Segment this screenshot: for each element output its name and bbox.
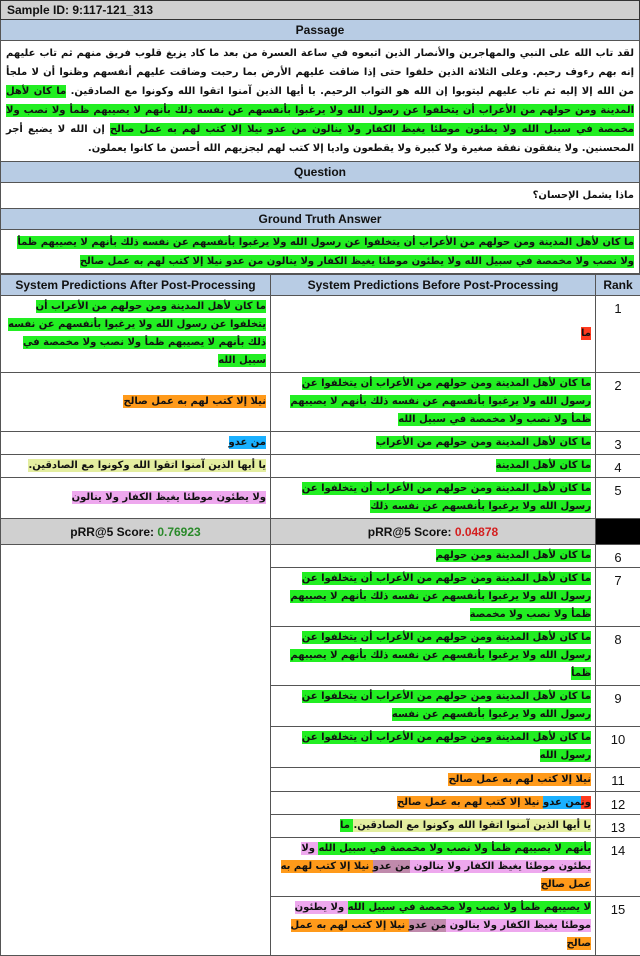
rank-number: 1 [596,296,640,373]
highlight-segment-green: ما كان لأهل المدينة ومن حولهم من الأعراب أن يتخلفوا عن رسول الله ولا يرغبوا بأنفسهم عن نفسه ذلك بأنهم لا يصيبهم ظمأ ولا نصب ولا مخمصة [290,572,591,621]
before-prediction [271,478,596,519]
highlight-segment-none: لقد تاب الله على النبي والمهاجرين والأنصار الذين اتبعوه في ساعة العسرة من بعد ما كاد يزيغ قلوب فريق منهم ثم تاب عليهم إنه بهم رءوف رحيم. وعلى الثلاثة الذين خلفوا حتى إذا ضاقت عليهم الأرض بما رحبت وضاقت عليهم أنفسهم وظنوا أن لا ملجأ من الله إلا إليه ثم تاب عليهم ليتوبوا إن الله هو التواب الرحيم. يا أيها الذين آمنوا اتقوا الله وكونوا مع الصادقين. [6,47,634,98]
answer-text [0,230,640,274]
highlight-segment-yellow: يا أيها الذين آمنوا اتقوا الله وكونوا مع الصادقين. [353,819,591,832]
after-prediction [1,296,271,373]
highlight-segment-red: ما [581,327,591,340]
rank-number: 2 [596,373,640,432]
after-score [1,519,271,545]
rank-number: 14 [596,838,640,897]
highlight-segment-yellow: يا أيها الذين آمنوا اتقوا الله وكونوا مع الصادقين. [28,459,266,472]
rank-number: 15 [596,897,640,956]
highlight-segment-green: ما كان لأهل المدينة ومن حولهم من الأعراب أن يتخلفوا عن رسول الله ولا يرغبوا بأنفسهم عن نفسه [302,690,591,721]
highlight-segment-green: ما كان لأهل المدينة ومن حولهم من الأعراب أن يتخلفوا عن رسول الله ولا يرغبوا بأنفسهم عن نفسه ذلك بأنهم لا يصيبهم ظمأ ولا نصب ولا مخمصة في سبيل الله [8,300,266,367]
before-prediction [271,792,596,815]
table-row [1,296,640,373]
after-prediction [1,478,271,519]
highlight-segment-orange: نيلا إلا كتب لهم به عمل صالح [123,395,266,408]
before-prediction [271,627,596,686]
after-prediction [1,455,271,478]
highlight-segment-blue: من عدو [229,436,267,449]
sample-id-title: Sample ID: 9:117-121_313 [0,0,640,20]
highlight-segment-orange: نيلا إلا كتب لهم به عمل صالح [448,773,591,786]
rank-header: Rank [596,275,640,296]
before-prediction [271,897,596,956]
question-text: ماذا يشمل الإحسان؟ [0,183,640,209]
highlight-segment-green: ما كان لأهل المدينة ومن حولهم من الأعراب [376,436,591,449]
highlight-segment-orange: نيلا إلا كتب لهم به عمل صالح [397,796,543,809]
after-empty-cell [1,545,271,956]
highlight-segment-mauve: من عدو [409,919,447,932]
after-prediction [1,373,271,432]
table-row [1,455,640,478]
highlight-segment-green: ما كان لأهل المدينة ومن حولهم [436,549,591,562]
highlight-segment-green: ما كان لأهل المدينة ومن حولهم من الأعراب أن يتخلفوا عن رسول الله ولا يرغبوا بأنفسهم عن نفسه ذلك بأنهم لا يصيبهم ظمأ ولا نصب ولا مخمصة في سبيل الله ولا يطئون موطئا يغيظ الكفار ولا ينالون من عدو نيلا إلا كتب لهم به عمل صالح [17,236,634,268]
question-header: Question [0,162,640,183]
highlight-segment-pink: ولا يطئون موطئا يغيظ الكفار ولا ينالون [301,842,591,873]
highlight-segment-green: ما كان لأهل المدينة [496,459,591,472]
highlight-segment-green: ما كان لأهل المدينة ومن حولهم من الأعراب أن يتخلفوا عن رسول الله [302,731,591,762]
table-row [1,545,640,568]
after-header: System Predictions After Post-Processing [1,275,271,296]
rank-number: 12 [596,792,640,815]
before-prediction [271,432,596,455]
passage-text [0,41,640,162]
rank-number: 7 [596,568,640,627]
highlight-segment-green: بأنهم لا يصيبهم ظمأ ولا نصب ولا مخمصة في سبيل الله [318,842,591,855]
before-prediction [271,815,596,838]
before-prediction [271,838,596,897]
highlight-segment-mauve: من عدو [373,860,411,873]
rank-number: 13 [596,815,640,838]
rank-number: 4 [596,455,640,478]
before-header: System Predictions Before Post-Processing [271,275,596,296]
predictions-table [0,274,640,956]
highlight-segment-orange: نيلا إلا كتب لهم به عمل صالح [291,919,592,950]
rank-number: 9 [596,686,640,727]
table-row [1,373,640,432]
score-value: 0.76923 [157,525,200,539]
highlight-segment-green: ما كان لأهل المدينة ومن حولهم من الأعراب أن يتخلفوا عن رسول الله ولا يرغبوا بأنفسهم عن نفسه ذلك بأنهم لا يصيبهم ظمأ ولا نصب ولا مخمصة في سبيل الله ولا يطئون موطئا يغيظ الكفار ولا ينالون من عدو نيلا إلا كتب لهم به عمل صالح [6,85,634,136]
highlight-segment-green: لا يصيبهم ظمأ ولا نصب ولا مخمصة في سبيل الله [348,901,591,914]
highlight-segment-pink: ولا يطئون موطئا يغيظ الكفار ولا ينالون [295,901,591,932]
highlight-segment-blue: من عدو [543,796,581,809]
before-prediction [271,768,596,792]
highlight-segment-none: إن الله لا يضيع أجر المحسنين. ولا ينفقون نفقة صغيرة ولا كبيرة ولا يقطعون واديا إلا كتب لهم ليجزيهم الله أحسن ما كانوا يعملون. [6,123,634,155]
highlight-segment-green: ما كان لأهل المدينة ومن حولهم من الأعراب أن يتخلفوا عن رسول الله ولا يرغبوا بأنفسهم عن نفسه ذلك [302,482,591,513]
rank-number: 5 [596,478,640,519]
rank-number: 6 [596,545,640,568]
table-row [1,432,640,455]
after-prediction [1,432,271,455]
score-label: pRR@5 Score: [368,525,455,539]
table-row [1,478,640,519]
highlight-segment-pink: ولا يطئون موطئا يغيظ الكفار ولا ينالون [72,491,266,504]
rank-number: 11 [596,768,640,792]
highlight-segment-orange: نيلا إلا كتب لهم به عمل صالح [281,860,591,891]
passage-header: Passage [0,20,640,41]
highlight-segment-green: ما كان لأهل المدينة ومن حولهم من الأعراب أن يتخلفوا عن رسول الله ولا يرغبوا بأنفسهم عن نفسه ذلك بأنهم لا يصيبهم ظمأ ولا نصب ولا مخمصة في سبيل الله [290,377,591,426]
rank-number: 3 [596,432,640,455]
before-prediction [271,545,596,568]
before-prediction [271,727,596,768]
highlight-segment-green: ما كان لأهل المدينة ومن حولهم من الأعراب أن يتخلفوا عن رسول الله ولا يرغبوا بأنفسهم عن نفسه ذلك بأنهم لا يصيبهم ظمأ [290,631,591,680]
before-prediction [271,455,596,478]
score-label: pRR@5 Score: [70,525,157,539]
rank-number: 8 [596,627,640,686]
before-prediction [271,296,596,373]
rank-score-blank [596,519,640,545]
before-score [271,519,596,545]
before-prediction [271,686,596,727]
score-value: 0.04878 [455,525,498,539]
before-prediction [271,373,596,432]
answer-header: Ground Truth Answer [0,209,640,230]
score-row [1,519,640,545]
before-prediction [271,568,596,627]
highlight-segment-green: ما [340,819,353,832]
highlight-segment-red: ون [581,796,591,809]
rank-number: 10 [596,727,640,768]
